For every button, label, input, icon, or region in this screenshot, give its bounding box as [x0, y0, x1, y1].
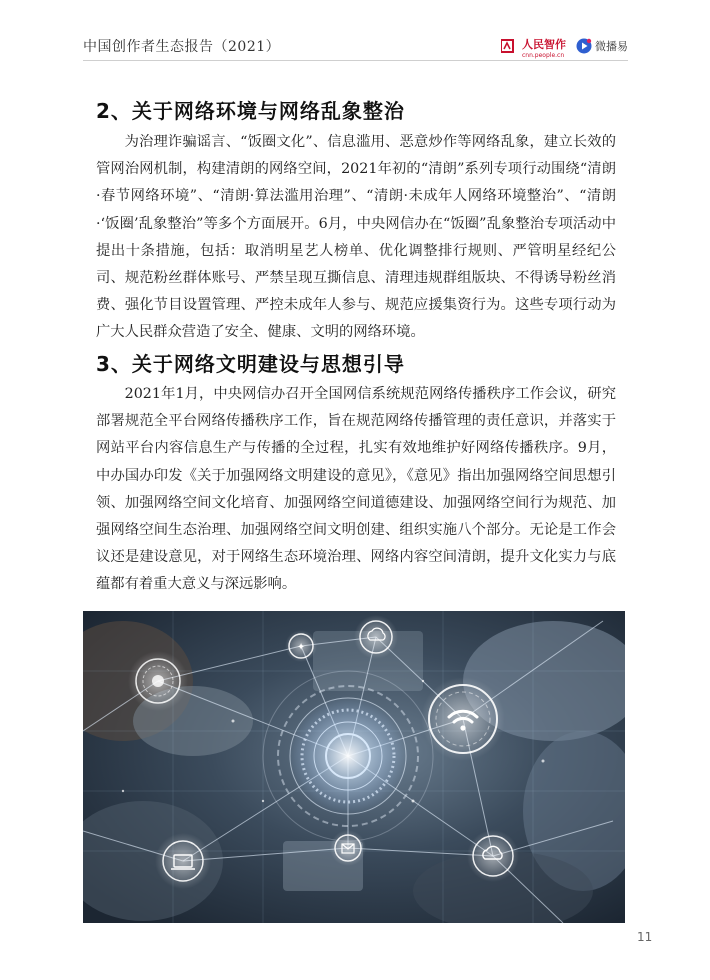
section-3-heading: 3、关于网络文明建设与思想引导 [96, 352, 405, 376]
play-logo-icon [576, 38, 592, 54]
section-2-paragraph: 为治理诈骗谣言、“饭圈文化”、信息滥用、恶意炒作等网络乱象，建立长效的管网治网机制，构建清朗的网络空间，2021年初的“清朗”系列专项行动围绕“清朗·春节网络环境”、“清朗·算法滥用治理”、“清朗·未成年人网络环境整治”、“清朗·‘饭圈’乱象整治”等多个方面展开。6月，中央网信办在“饭圈”乱象整治专项活动中提出十条措施，包括：取消明星艺人榜单、优化调整排行规则、严管明星经纪公司、规范粉丝群体账号、严禁呈现互撕信息、清理违规群组版块、不得诱导粉丝消费、强化节目设置管理、严控未成年人参与、规范应援集资行为。这些专项行动为广大人民群众营造了安全、健康、文明的网络环境。 [96, 134, 616, 341]
network-illustration [83, 611, 625, 923]
header-divider [83, 60, 628, 61]
people-zhizuo-logo [501, 33, 566, 59]
weiboyi-logo [576, 38, 628, 54]
report-title: 中国创作者生态报告（2021） [83, 39, 281, 55]
logo2-text: 微播易 [595, 40, 628, 53]
people-logo-icon [501, 38, 519, 54]
logo1-subtext: cnn.people.cn [522, 52, 565, 59]
page-number: 11 [637, 930, 653, 944]
section-3-paragraph: 2021年1月，中央网信办召开全国网信系统规范网络传播秩序工作会议，研究部署规范全平台网络传播秩序工作，旨在规范网络传播管理的责任意识，并落实于网站平台内容信息生产与传播的全过程，扎实有效地维护好网络传播秩序。9月，中办国办印发《关于加强网络文明建设的意见》，《意见》指出加强网络空间思想引领、加强网络空间文化培育、加强网络空间道德建设、加强网络空间行为规范、加强网络空间生态治理、加强网络空间文明创建、组织实施八个部分。无论是工作会议还是建设意见，对于网络生态环境治理、网络内容空间清朗，提升文化实力与底蕴都有着重大意义与深远影响。 [96, 386, 616, 593]
section-2-heading: 2、关于网络环境与网络乱象整治 [96, 99, 405, 123]
network-illustration-graphic [83, 611, 625, 923]
header-logos [501, 32, 628, 60]
logo1-text: 人民智作 [522, 38, 566, 51]
svg-text:✦: ✦ [296, 642, 306, 653]
page-header [83, 30, 628, 60]
